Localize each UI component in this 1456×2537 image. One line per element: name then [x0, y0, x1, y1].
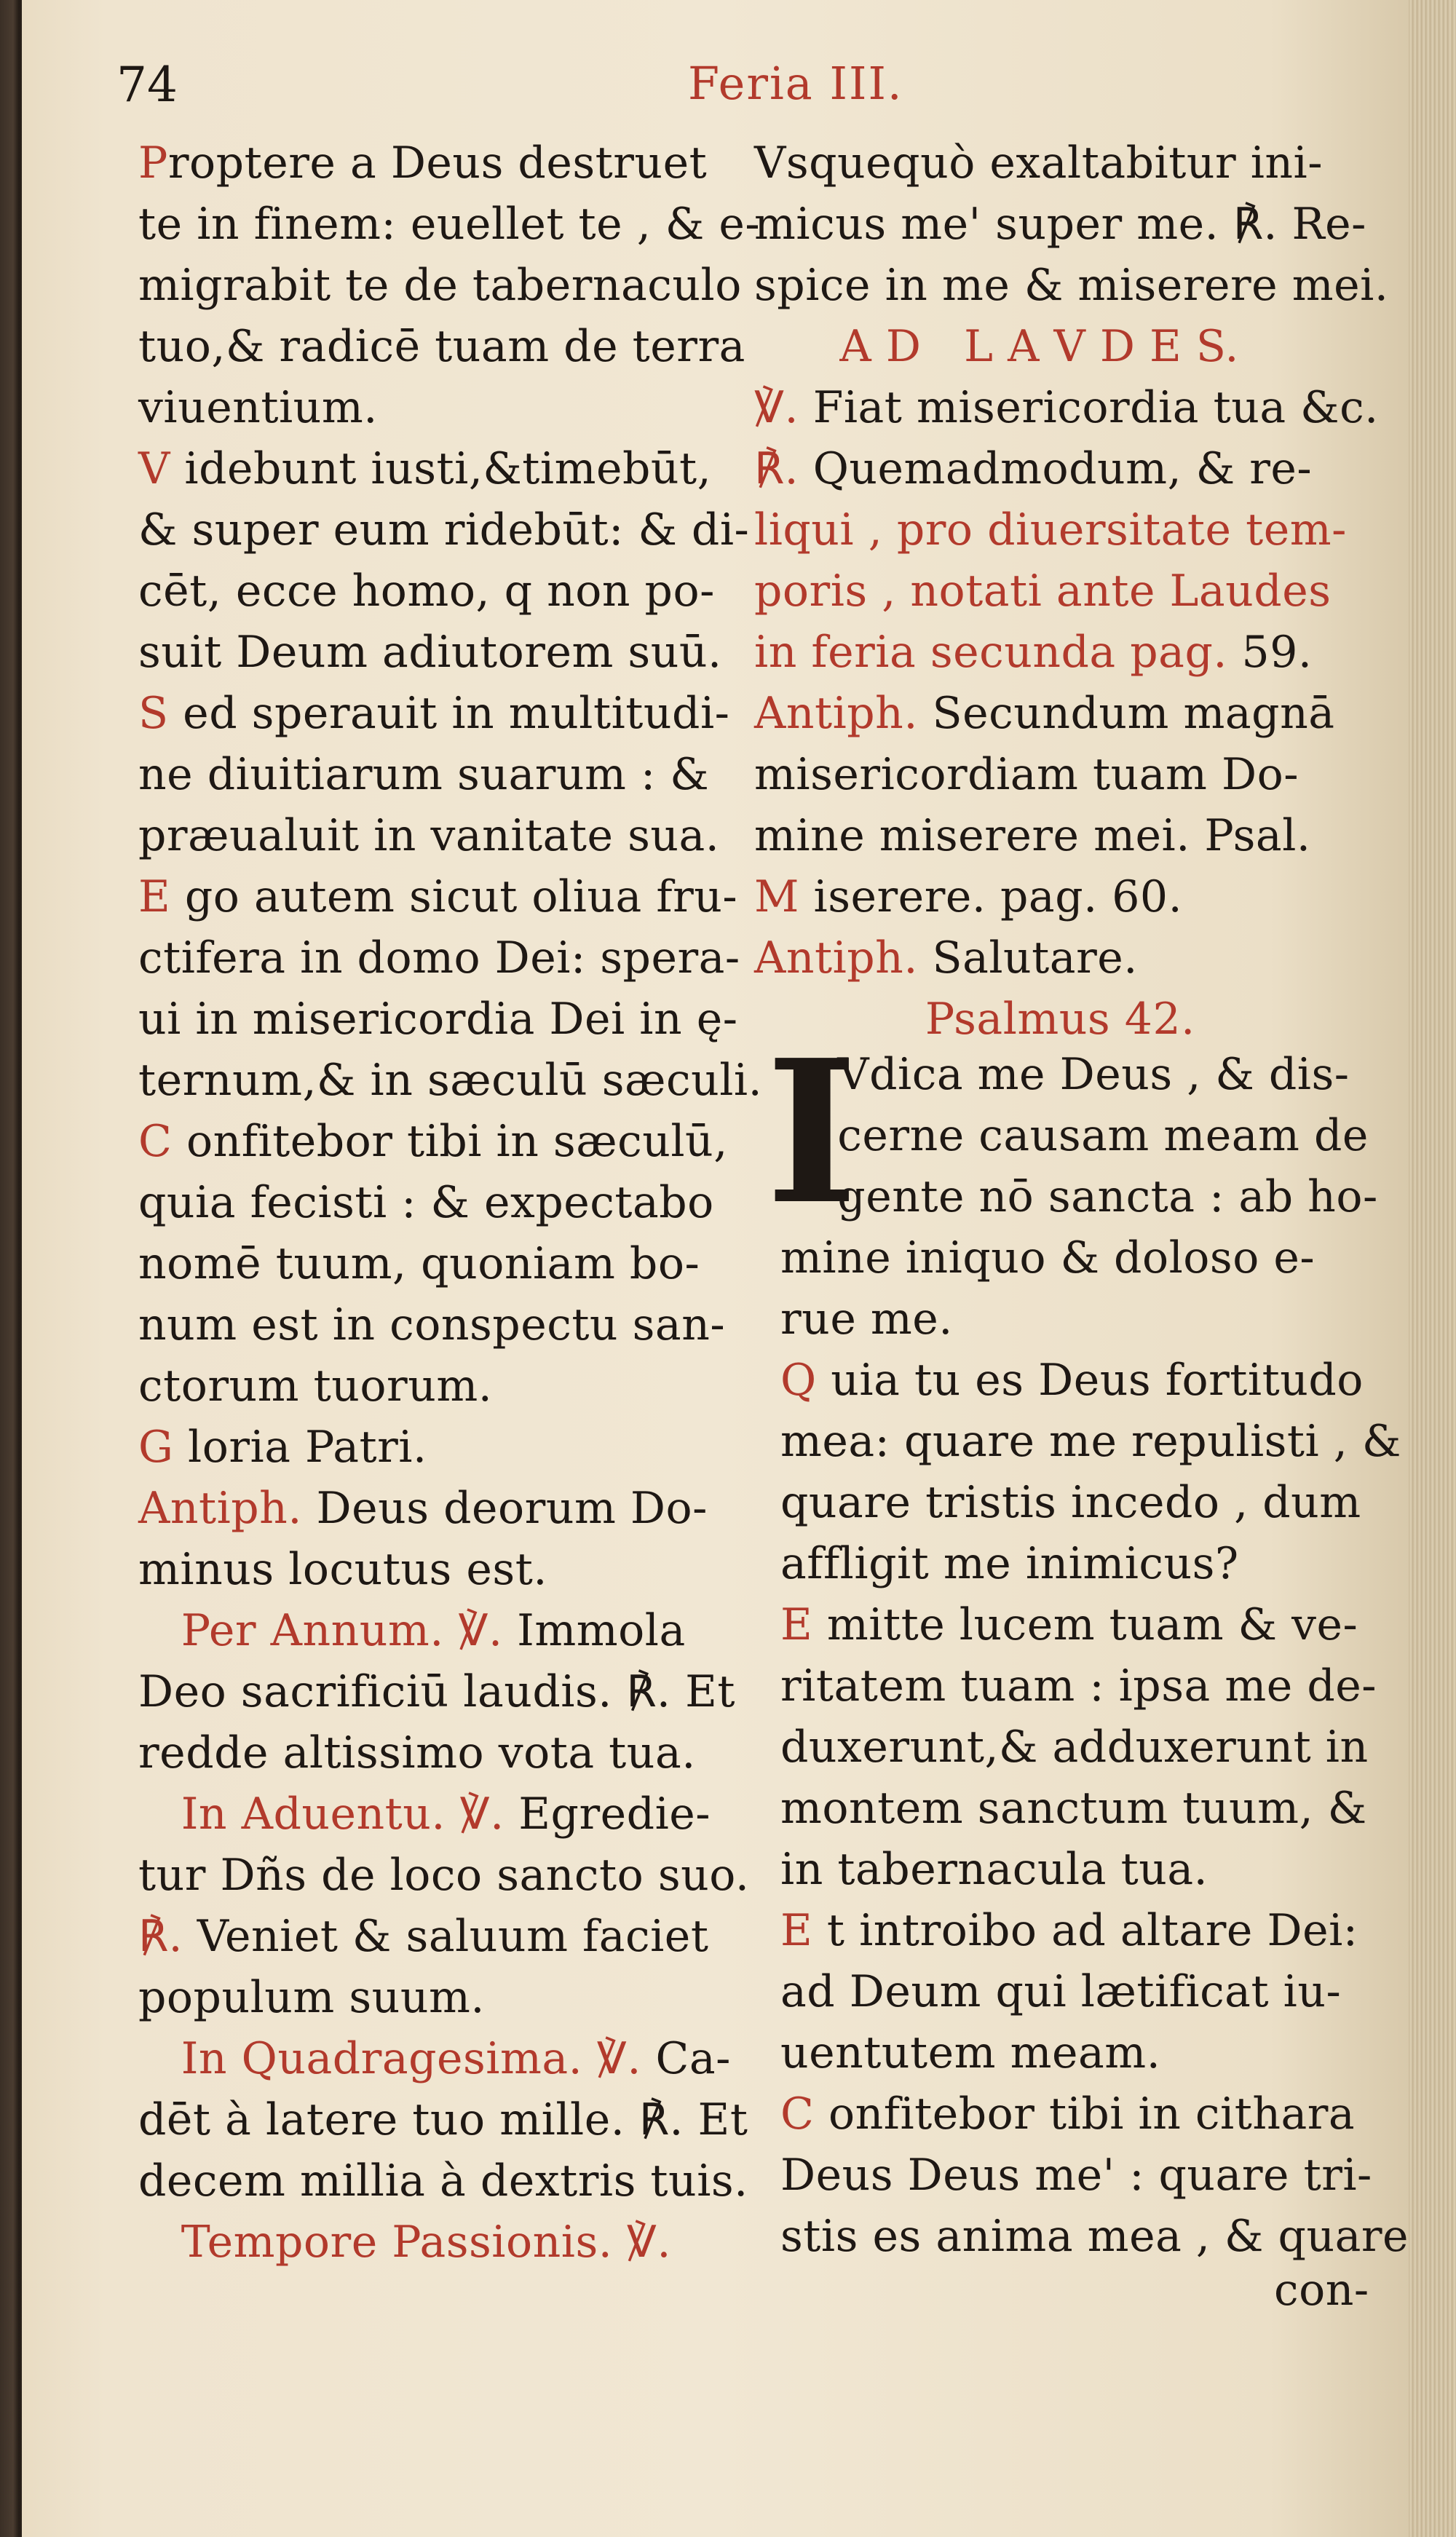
- body-text: Deus Deus me' : quare tri-: [780, 2150, 1372, 2201]
- body-text: Veniet & saluum faciet: [183, 1911, 709, 1962]
- psalm-drop-cap: I: [766, 1016, 858, 1248]
- text-line: [138, 1172, 762, 1233]
- text-line: [754, 255, 1388, 316]
- body-text: ad Deum qui lætificat iu-: [780, 1966, 1342, 2017]
- body-text: uentutem meam.: [780, 2027, 1161, 2078]
- text-line: [754, 744, 1388, 805]
- text-line: [754, 622, 1388, 683]
- text-line: [754, 499, 1388, 561]
- body-text: affligit me inimicus?: [780, 1538, 1239, 1589]
- text-line: [754, 194, 1388, 255]
- running-head: Feria III.: [688, 57, 903, 110]
- text-line: [754, 132, 1388, 194]
- rubric-text: In Quadragesima. ℣.: [138, 2033, 641, 2084]
- body-text: Deo sacrificiū laudis. ℟. Et: [138, 1666, 735, 1717]
- left-text-column: [138, 132, 762, 2273]
- body-text: iserere. pag. 60.: [799, 871, 1183, 922]
- body-text: quare tristis incedo , dum: [780, 1477, 1361, 1528]
- body-text: idebunt iusti,&timebūt,: [170, 443, 712, 494]
- rubric-text: E: [138, 871, 171, 922]
- text-line: [780, 1472, 1409, 1533]
- body-text: ctifera in domo Dei: spera-: [138, 933, 740, 983]
- text-line: [138, 622, 762, 683]
- rubric-text: V: [138, 443, 170, 494]
- rubric-text: Per Annum. ℣.: [138, 1605, 503, 1656]
- text-line: [780, 1227, 1409, 1289]
- text-line: [138, 377, 762, 438]
- body-text: ne diuitiarum suarum : &: [138, 749, 710, 800]
- body-text: Fiat misericordia tua &c.: [799, 382, 1379, 433]
- text-line: [780, 1594, 1409, 1655]
- body-text: roptere a Deus destruet: [167, 138, 708, 189]
- text-line: [138, 989, 762, 1050]
- body-text: cēt, ecce homo, q non po-: [138, 566, 715, 617]
- body-text: mine iniquo & doloso e-: [780, 1232, 1315, 1283]
- body-text: in tabernacula tua.: [780, 1844, 1208, 1895]
- rubric-text: Antiph.: [754, 933, 918, 983]
- text-line: [780, 1044, 1409, 1105]
- psalm-42-text: [780, 1044, 1409, 2267]
- text-line: [138, 866, 762, 927]
- text-line: [780, 1961, 1409, 2022]
- text-line: [138, 744, 762, 805]
- text-line: [138, 1722, 762, 1784]
- text-line: [138, 561, 762, 622]
- text-line: [138, 1355, 762, 1417]
- text-line: [138, 1539, 762, 1600]
- body-text: duxerunt,& adduxerunt in: [780, 1722, 1369, 1773]
- text-line: [138, 2089, 762, 2150]
- rubric-text: G: [138, 1422, 174, 1473]
- rubric-text: Antiph.: [754, 688, 918, 739]
- body-text: dēt à latere tuo mille. ℟. Et: [138, 2094, 748, 2145]
- body-text: viuentium.: [138, 382, 378, 433]
- body-text: mine miserere mei. Psal.: [754, 810, 1311, 861]
- text-line: [138, 927, 762, 989]
- rubric-text: S: [138, 688, 169, 739]
- text-line: [754, 866, 1388, 927]
- body-text: tuo,& radicē tuam de terra: [138, 321, 745, 372]
- text-line: [138, 499, 762, 561]
- rubric-text: Q: [780, 1355, 817, 1406]
- rubric-text: P: [138, 138, 168, 189]
- rubric-text: M: [754, 871, 799, 922]
- body-text: ctorum tuorum.: [138, 1361, 493, 1412]
- body-text: rue me.: [780, 1294, 953, 1345]
- text-line: [138, 1600, 762, 1661]
- body-text: montem sanctum tuum, &: [780, 1783, 1367, 1834]
- body-text: ui in misericordia Dei in ę-: [138, 994, 738, 1045]
- body-text: num est in conspectu san-: [138, 1299, 726, 1350]
- body-text: onfitebor tibi in sæculū,: [172, 1116, 728, 1167]
- text-line: [138, 1784, 762, 1845]
- rubric-text: Tempore Passionis. ℣.: [138, 2217, 671, 2268]
- text-line: [138, 683, 762, 744]
- text-line: [754, 927, 1388, 989]
- body-text: onfitebor tibi in cithara: [814, 2089, 1356, 2140]
- text-line: [138, 805, 762, 866]
- folio-number: 74: [116, 57, 178, 113]
- text-line: [138, 316, 762, 377]
- right-text-column: [754, 132, 1388, 1050]
- body-text: minus locutus est.: [138, 1544, 547, 1595]
- body-text: gente nō sancta : ab ho-: [780, 1171, 1378, 1222]
- rubric-text: E: [780, 1905, 813, 1956]
- text-line: [780, 1411, 1409, 1472]
- body-text: tur Dñs de loco sancto suo.: [138, 1850, 750, 1901]
- body-text: uia tu es Deus fortitudo: [816, 1355, 1364, 1406]
- text-line: [138, 1111, 762, 1172]
- body-text: Deus deorum Do-: [301, 1483, 708, 1534]
- rubric-text: C: [780, 2089, 815, 2140]
- rubric-text: E: [780, 1599, 813, 1650]
- body-text: ritatem tuam : ipsa me de-: [780, 1661, 1377, 1711]
- text-line: [138, 2212, 762, 2273]
- text-line: [138, 1967, 762, 2028]
- text-line: [780, 2022, 1409, 2083]
- rubric-text: poris , notati ante Laudes: [754, 566, 1332, 617]
- body-text: migrabit te de tabernaculo: [138, 260, 742, 311]
- body-text: Ca-: [641, 2033, 731, 2084]
- text-line: [138, 1050, 762, 1111]
- text-line: [780, 1289, 1409, 1350]
- page-edges: [1409, 0, 1456, 2537]
- body-text: ed sperauit in multitudi-: [168, 688, 730, 739]
- rubric-text: in feria secunda pag.: [754, 627, 1242, 678]
- text-line: [138, 2150, 762, 2212]
- rubric-text: Antiph.: [138, 1483, 302, 1534]
- text-line: [138, 1845, 762, 1906]
- text-line: [138, 1294, 762, 1355]
- body-text: præualuit in vanitate sua.: [138, 810, 720, 861]
- body-text: misericordiam tuam Do-: [754, 749, 1299, 800]
- text-line: [780, 2083, 1409, 2145]
- text-line: [780, 1350, 1409, 1411]
- body-text: & super eum ridebūt: & di-: [138, 504, 750, 555]
- rubric-text: ℣.: [754, 382, 799, 433]
- body-text: redde altissimo vota tua.: [138, 1727, 696, 1778]
- body-text: nomē tuum, quoniam bo-: [138, 1238, 700, 1289]
- text-line: [780, 1900, 1409, 1961]
- body-text: Egredie-: [504, 1789, 711, 1840]
- text-line: [138, 132, 762, 194]
- text-line: [138, 1661, 762, 1722]
- text-line: [780, 1655, 1409, 1717]
- body-text: loria Patri.: [173, 1422, 427, 1473]
- text-line: [754, 316, 1388, 377]
- text-line: [780, 1839, 1409, 1900]
- body-text: te in finem: euellet te , & e-: [138, 199, 761, 250]
- text-line: [754, 561, 1388, 622]
- catchword: con-: [1274, 2265, 1369, 2316]
- text-line: [138, 1233, 762, 1294]
- text-line: [754, 805, 1388, 866]
- body-text: Quemadmodum, & re-: [799, 443, 1313, 494]
- body-text: Immola: [502, 1605, 686, 1656]
- text-line: [780, 1105, 1409, 1166]
- body-text: Vsquequò exaltabitur ini-: [754, 138, 1324, 189]
- text-line: [754, 438, 1388, 499]
- text-line: [138, 1417, 762, 1478]
- body-text: quia fecisti : & expectabo: [138, 1177, 714, 1228]
- text-line: [780, 2206, 1409, 2267]
- text-line: [138, 1478, 762, 1539]
- body-text: suit Deum adiutorem suū.: [138, 627, 722, 678]
- body-text: decem millia à dextris tuis.: [138, 2156, 748, 2206]
- rubric-text: Psalmus 42.: [754, 994, 1195, 1045]
- text-line: [780, 1778, 1409, 1839]
- text-line: [754, 377, 1388, 438]
- text-line: [138, 438, 762, 499]
- body-text: populum suum.: [138, 1972, 485, 2023]
- text-line: [138, 194, 762, 255]
- text-line: [780, 1717, 1409, 1778]
- body-text: stis es anima mea , & quare: [780, 2211, 1409, 2262]
- rubric-text: C: [138, 1116, 173, 1167]
- text-line: [754, 683, 1388, 744]
- text-line: [780, 2145, 1409, 2206]
- body-text: 59.: [1241, 627, 1313, 678]
- rubric-text: ℟.: [138, 1911, 183, 1962]
- body-text: Vdica me Deus , & dis-: [780, 1049, 1350, 1100]
- rubric-text: A D L A V D E S.: [754, 321, 1239, 372]
- text-line: [780, 1166, 1409, 1227]
- body-text: t introibo ad altare Dei:: [812, 1905, 1358, 1956]
- rubric-text: In Aduentu. ℣.: [138, 1789, 505, 1840]
- body-text: spice in me & miserere mei.: [754, 260, 1389, 311]
- body-text: cerne causam meam de: [780, 1110, 1369, 1161]
- body-text: micus me' super me. ℟. Re-: [754, 199, 1366, 250]
- body-text: Salutare.: [917, 933, 1138, 983]
- body-text: go autem sicut oliua fru-: [170, 871, 738, 922]
- text-line: [138, 2028, 762, 2089]
- body-text: Secundum magnā: [917, 688, 1335, 739]
- rubric-text: liqui , pro diuersitate tem-: [754, 504, 1347, 555]
- rubric-text: ℟.: [754, 443, 799, 494]
- body-text: mitte lucem tuam & ve-: [812, 1599, 1358, 1650]
- text-line: [138, 255, 762, 316]
- text-line: [138, 1906, 762, 1967]
- text-line: [780, 1533, 1409, 1594]
- body-text: ternum,& in sæculū sæculi.: [138, 1055, 763, 1106]
- body-text: mea: quare me repulisti , &: [780, 1416, 1401, 1467]
